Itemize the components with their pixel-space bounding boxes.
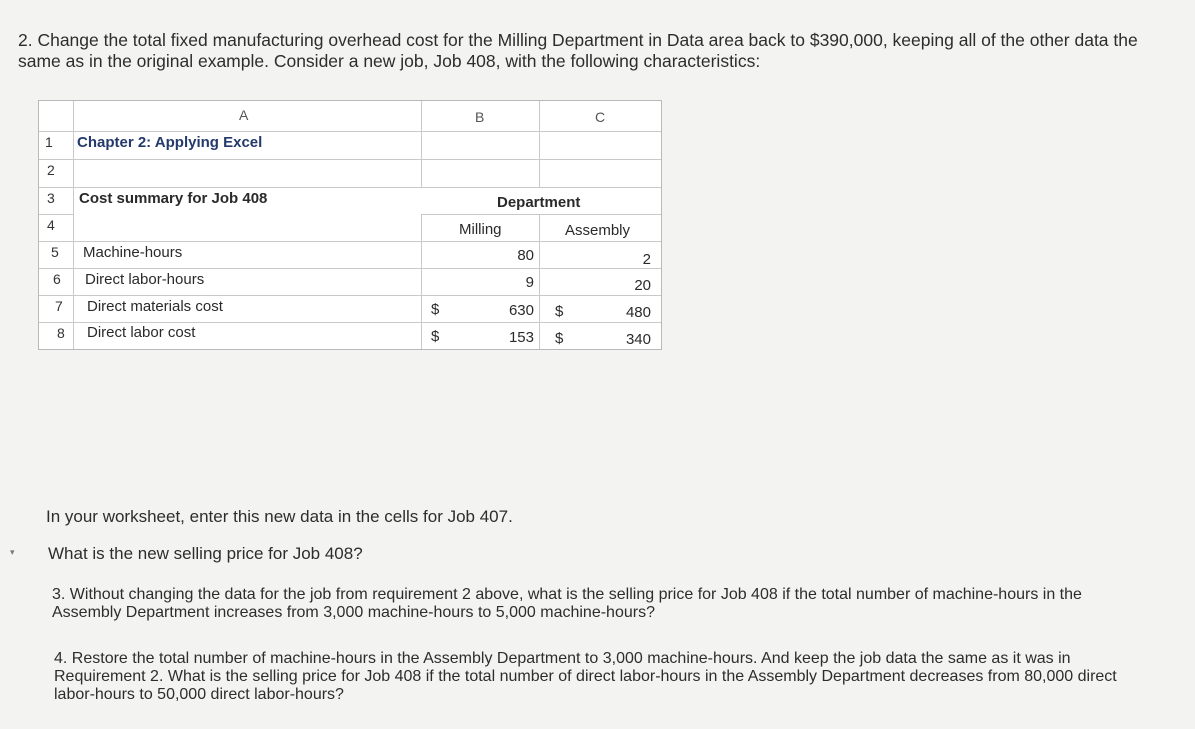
row-number-5[interactable]: 5 — [51, 244, 59, 260]
requirement-2-text: 2. Change the total fixed manufacturing overhead cost for the Milling Department in Data area back to $390,000, keeping all of the other data the same as in the original example. Consider a new job, Job 408, with the following characteristics: — [18, 30, 1138, 71]
direct-materials-cost-assembly[interactable]: 480 — [625, 304, 651, 321]
sheet-title-cell[interactable]: Chapter 2: Applying Excel — [77, 134, 263, 151]
column-header-c[interactable]: C — [595, 109, 606, 125]
row-number-6[interactable]: 6 — [53, 271, 61, 287]
row-number-3[interactable]: 3 — [47, 190, 55, 206]
selling-price-question: What is the new selling price for Job 408? — [48, 544, 363, 563]
direct-materials-cost-label[interactable]: Direct materials cost — [87, 298, 223, 315]
row-number-4[interactable]: 4 — [47, 217, 55, 233]
requirement-3-text: 3. Without changing the data for the job from requirement 2 above, what is the selling price for Job 408 if the total number of machine-hours in the Assembly Department increases from 3,000 machine-hours to 5,000 machine-hours? — [52, 586, 1082, 621]
cost-summary-cell[interactable]: Cost summary for Job 408 — [79, 190, 268, 207]
direct-labor-cost-label[interactable]: Direct labor cost — [87, 324, 196, 341]
row-number-2[interactable]: 2 — [47, 162, 55, 178]
direct-materials-cost-milling[interactable]: 630 — [508, 302, 534, 319]
row-number-7[interactable]: 7 — [55, 298, 63, 314]
direct-materials-assembly-dollar: $ — [555, 303, 564, 320]
milling-header-cell[interactable]: Milling — [459, 221, 502, 238]
direct-labor-hours-label[interactable]: Direct labor-hours — [85, 271, 205, 288]
machine-hours-assembly[interactable]: 2 — [642, 251, 651, 268]
column-header-a[interactable]: A — [239, 107, 249, 123]
spreadsheet — [38, 100, 662, 350]
column-header-b[interactable]: B — [475, 109, 485, 125]
department-header-cell[interactable]: Department — [497, 194, 581, 211]
machine-hours-milling[interactable]: 80 — [517, 247, 534, 264]
bullet-icon: ▾ — [10, 547, 15, 557]
direct-materials-milling-dollar: $ — [431, 301, 440, 318]
direct-labor-cost-milling[interactable]: 153 — [508, 329, 534, 346]
direct-labor-hours-assembly[interactable]: 20 — [634, 277, 651, 294]
row-number-1[interactable]: 1 — [45, 134, 53, 150]
assembly-header-cell[interactable]: Assembly — [565, 222, 631, 239]
requirement-4-text: 4. Restore the total number of machine-hours in the Assembly Department to 3,000 machine-hours. And keep the job data the same as it was in Requirement 2. What is the selling price for Job 408 if the total number of direct labor-hours in the Assembly Department decreases from 80,000 direct labor-hours to 50,000 direct labor-hours? — [54, 650, 1117, 703]
direct-labor-milling-dollar: $ — [431, 328, 440, 345]
direct-labor-hours-milling[interactable]: 9 — [525, 274, 534, 291]
row-number-8[interactable]: 8 — [57, 325, 65, 341]
direct-labor-assembly-dollar: $ — [555, 330, 564, 347]
machine-hours-label[interactable]: Machine-hours — [83, 244, 183, 261]
direct-labor-cost-assembly[interactable]: 340 — [625, 331, 651, 348]
enter-data-instruction: In your worksheet, enter this new data in the cells for Job 407. — [46, 507, 513, 526]
